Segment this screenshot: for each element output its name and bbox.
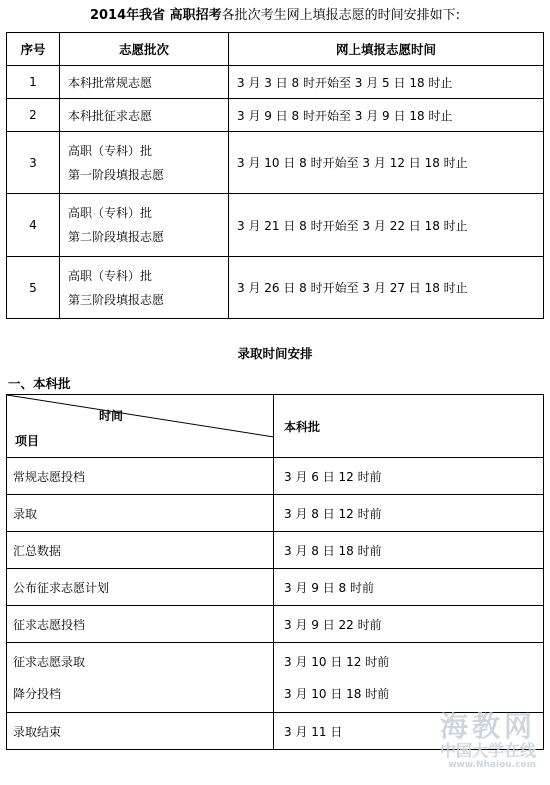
- row-time-line1: 3 月 10 日 12 时前: [284, 654, 390, 669]
- diag-time-label: 时间: [99, 409, 124, 423]
- row-batch-line1: 高职（专科）批: [68, 206, 153, 220]
- row-no: 5: [7, 257, 60, 319]
- table-row: [7, 257, 544, 319]
- table-row: [7, 606, 544, 643]
- row-batch: 本科批征求志愿: [60, 99, 229, 132]
- header-no: 序号: [7, 33, 60, 66]
- row-item: 征求志愿投档: [7, 606, 274, 643]
- row-time: 3 月 21 日 8 时开始至 3 月 22 日 18 时止: [229, 194, 544, 257]
- row-item-line1: 征求志愿录取: [13, 654, 86, 669]
- row-time: 3 月 10 日 8 时开始至 3 月 12 日 18 时止: [229, 132, 544, 194]
- watermark-main: 海教网: [439, 710, 536, 743]
- row-batch: [60, 132, 229, 194]
- row-batch-line2: 第三阶段填报志愿: [68, 292, 165, 307]
- row-batch: 本科批常规志愿: [60, 66, 229, 99]
- header-time: 网上填报志愿时间: [229, 33, 544, 66]
- table-row: [7, 532, 544, 569]
- diag-item-label: 项目: [15, 434, 40, 448]
- row-time: [274, 643, 544, 713]
- row-no: 2: [7, 99, 60, 132]
- title-rest: 各批次考生网上填报志愿的时间安排如下:: [221, 8, 461, 23]
- schedule-header-row: [7, 33, 544, 66]
- row-batch-line2: 第二阶段填报志愿: [68, 230, 165, 244]
- table-row: [7, 194, 544, 257]
- row-item: 录取: [7, 495, 274, 532]
- table-row: [7, 99, 544, 132]
- diagonal-line: [7, 395, 274, 457]
- watermark-url: www.Nhaiou.com: [448, 760, 536, 770]
- header-batch: 志愿批次: [60, 33, 229, 66]
- row-batch: [60, 257, 229, 319]
- table-row: [7, 132, 544, 194]
- title-bold: 2014年我省 高职招考: [89, 8, 222, 23]
- schedule-table: [6, 32, 544, 319]
- row-no: 4: [7, 194, 60, 257]
- table-row: [7, 643, 544, 713]
- row-item: 汇总数据: [7, 532, 274, 569]
- table-row: [7, 66, 544, 99]
- diagonal-header-cell: [7, 395, 274, 458]
- row-batch-line1: 高职（专科）批: [68, 268, 153, 283]
- row-no: 3: [7, 132, 60, 194]
- row-batch: [60, 194, 229, 257]
- row-time: 3 月 8 日 18 时前: [274, 532, 544, 569]
- row-time: 3 月 8 日 12 时前: [274, 495, 544, 532]
- watermark-logo: [440, 712, 536, 771]
- row-batch-line1: 高职（专科）批: [68, 143, 153, 158]
- table-row: [7, 569, 544, 606]
- admission-header-row: [7, 395, 544, 458]
- row-item: 录取结束: [7, 713, 274, 750]
- row-time-line2: 3 月 10 日 18 时前: [284, 686, 390, 701]
- row-item: 常规志愿投档: [7, 458, 274, 495]
- section-heading-undergrad: 一、本科批: [8, 376, 71, 391]
- row-batch-line2: 第一阶段填报志愿: [68, 167, 165, 182]
- page-title: [0, 6, 550, 26]
- table-row: [7, 495, 544, 532]
- watermark-sub: 中国大学在线: [439, 741, 536, 760]
- row-item-line2: 降分投档: [13, 686, 62, 701]
- admission-table: [6, 394, 544, 750]
- row-time: 3 月 9 日 8 时前: [274, 569, 544, 606]
- row-time: 3 月 26 日 8 时开始至 3 月 27 日 18 时止: [229, 257, 544, 319]
- row-item: 公布征求志愿计划: [7, 569, 274, 606]
- row-time: 3 月 9 日 8 时开始至 3 月 9 日 18 时止: [229, 99, 544, 132]
- row-time: 3 月 3 日 8 时开始至 3 月 5 日 18 时止: [229, 66, 544, 99]
- admission-heading: 录取时间安排: [237, 346, 313, 361]
- row-item: [7, 643, 274, 713]
- row-time: 3 月 11 日: [274, 713, 544, 750]
- col-header-undergrad: 本科批: [274, 395, 544, 458]
- row-no: 1: [7, 66, 60, 99]
- row-time: 3 月 6 日 12 时前: [274, 458, 544, 495]
- table-row: [7, 458, 544, 495]
- row-time: 3 月 9 日 22 时前: [274, 606, 544, 643]
